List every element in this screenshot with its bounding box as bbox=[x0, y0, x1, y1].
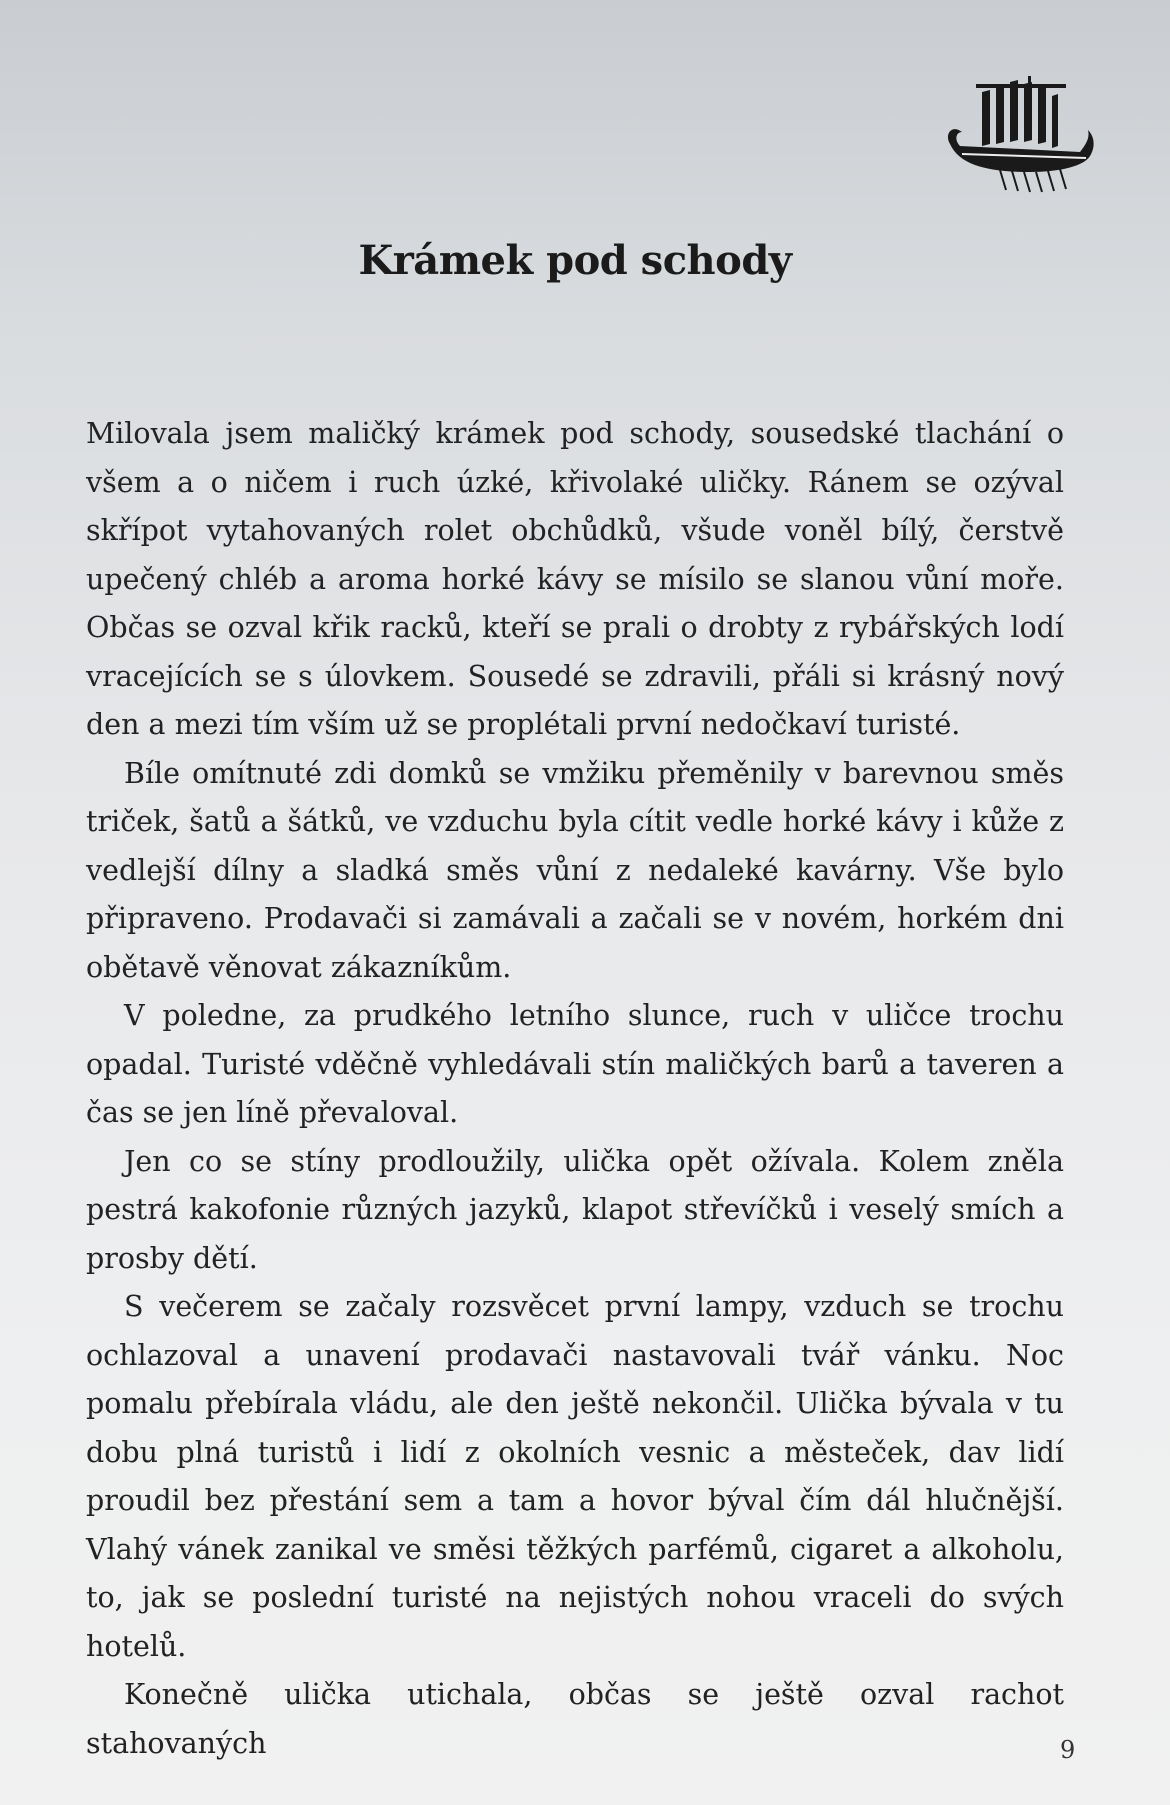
paragraph: Bíle omítnuté zdi domků se vmžiku přeměnily v barevnou směs triček, šatů a šátků, ve vzduchu byla cítit vedle horké kávy i kůže z vedlejší dílny a sladká směs vůní z nedaleké kavárny. Vše bylo připraveno. Prodavači si zamávali a začali se v novém, horkém dni obětavě věnovat zákazníkům. bbox=[86, 756, 1064, 984]
paragraph: S večerem se začaly rozsvěcet první lampy, vzduch se trochu ochlazoval a unavení prodavači nastavovali tvář vánku. Noc pomalu přebírala vládu, ale den ještě nekončil. Ulička bývala v tu dobu plná turistů i lidí z okolních vesnic a městeček, dav lidí proudil bez přestání sem a tam a hovor býval čím dál hlučnější. Vlahý vánek zanikal ve směsi těžkých parfémů, cigaret a alkoholu, to, jak se poslední turisté na nejistých nohou vraceli do svých hotelů. bbox=[86, 1290, 1064, 1663]
chapter-body bbox=[86, 410, 1064, 1768]
paragraph: Milovala jsem maličký krámek pod schody, sousedské tlachání o všem a o ničem i ruch úzké, křivolaké uličky. Ránem se ozýval skřípot vytahovaných rolet obchůdků, všude voněl bílý, čerstvě upečený chléb a aroma horké kávy se mísilo se slanou vůní moře. Občas se ozval křik racků, kteří se prali o drobty z rybářských lodí vracejících se s úlovkem. Sousedé se zdravili, přáli si krásný nový den a mezi tím vším už se proplétali první nedočkaví turisté. bbox=[86, 417, 1064, 741]
page-number: 9 bbox=[1060, 1736, 1076, 1764]
paragraph: Konečně ulička utichala, občas se ještě ozval rachot stahovaných bbox=[86, 1678, 1064, 1760]
chapter-title: Krámek pod schody bbox=[358, 236, 792, 284]
viking-ship-icon bbox=[940, 74, 1100, 204]
paragraph: Jen co se stíny prodloužily, ulička opět ožívala. Kolem zněla pestrá kakofonie různých jazyků, klapot střevíčků i veselý smích a prosby dětí. bbox=[86, 1144, 1064, 1275]
paragraph: V poledne, za prudkého letního slunce, ruch v uličce trochu opadal. Turisté vděčně vyhledávali stín maličkých barů a taveren a čas se jen líně převaloval. bbox=[86, 999, 1064, 1129]
